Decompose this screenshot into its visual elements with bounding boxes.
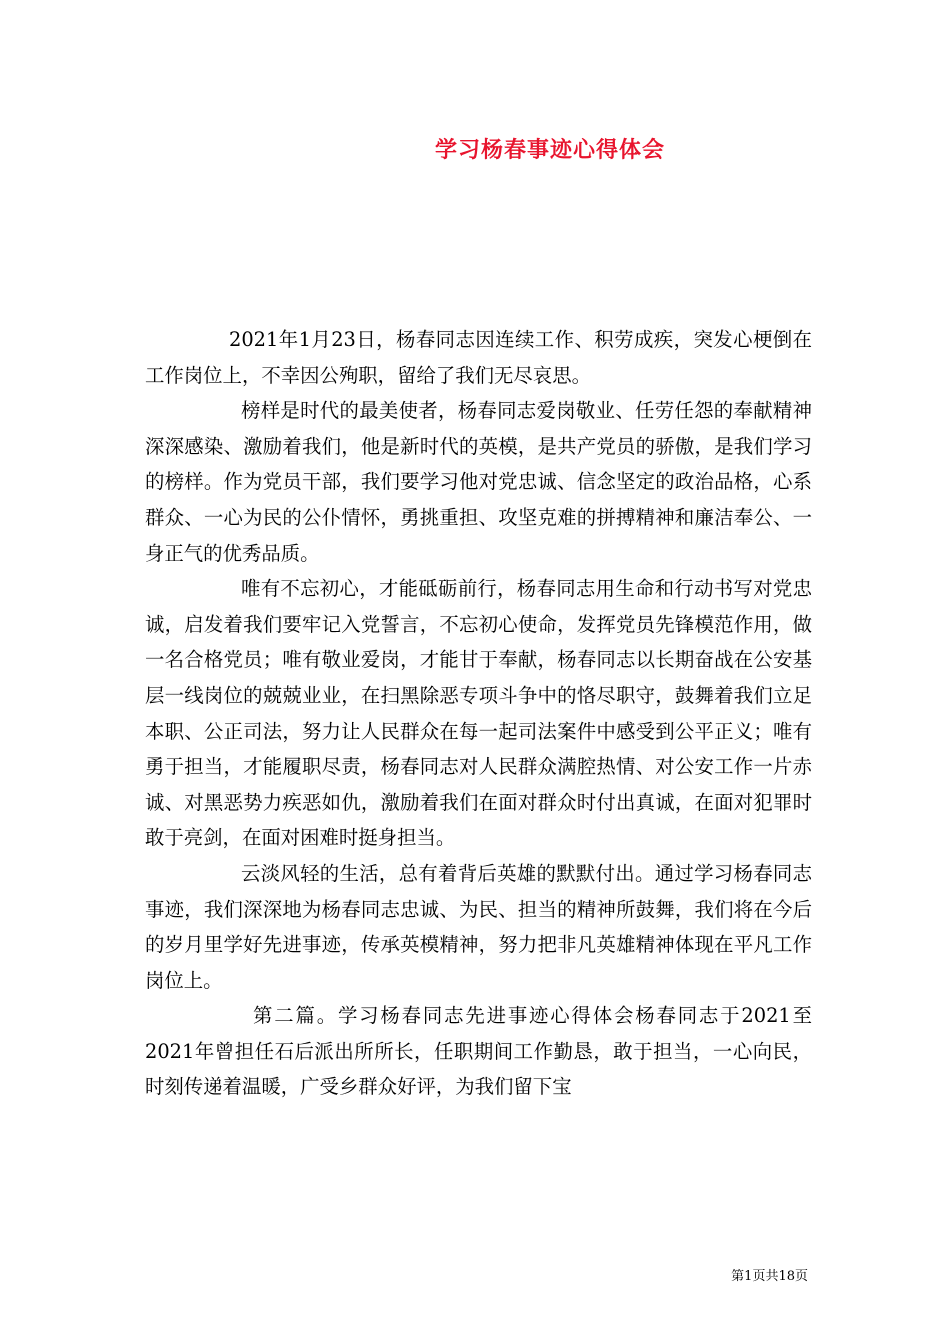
document-title: 学习杨春事迹心得体会 [434, 137, 665, 163]
paragraph-1: 2021年1月23日，杨春同志因连续工作、积劳成疾，突发心梗倒在工作岗位上，不幸因公殉职，留给了我们无尽哀思。 [145, 328, 812, 387]
paragraph-4: 云淡风轻的生活，总有着背后英雄的默默付出。通过学习杨春同志事迹，我们深深地为杨春同志忠诚、为民、担当的精神所鼓舞，我们将在今后的岁月里学好先进事迹，传承英模精神，努力把非凡英雄精神体现在平凡工作岗位上。 [145, 861, 812, 992]
paragraph-5: 第二篇。学习杨春同志先进事迹心得体会杨春同志于2021至2021年曾担任石后派出所所长，任职期间工作勤恳，敢于担当，一心向民，时刻传递着温暖，广受乡群众好评，为我们留下宝 [145, 1004, 812, 1099]
paragraph-3: 唯有不忘初心，才能砥砺前行，杨春同志用生命和行动书写对党忠诚，启发着我们要牢记入党誓言，不忘初心使命，发挥党员先锋模范作用，做一名合格党员；唯有敬业爱岗，才能甘于奉献，杨春同志以长期奋战在公安基层一线岗位的兢兢业业，在扫黑除恶专项斗争中的恪尽职守，鼓舞着我们立足本职、公正司法，努力让人民群众在每一起司法案件中感受到公平正义；唯有勇于担当，才能履职尽责，杨春同志对人民群众满腔热情、对公安工作一片赤诚、对黑恶势力疾恶如仇，激励着我们在面对群众时付出真诚，在面对犯罪时敢于亮剑，在面对困难时挺身担当。 [145, 577, 812, 850]
page-number: 第1页共18页 [731, 1269, 808, 1284]
paragraph-2: 榜样是时代的最美使者，杨春同志爱岗敬业、任劳任怨的奉献精神深深感染、激励着我们，他是新时代的英模，是共产党员的骄傲，是我们学习的榜样。作为党员干部，我们要学习他对党忠诚、信念坚定的政治品格，心系群众、一心为民的公仆情怀，勇挑重担、攻坚克难的拼搏精神和廉洁奉公、一身正气的优秀品质。 [145, 399, 812, 565]
document-body [145, 322, 812, 1105]
